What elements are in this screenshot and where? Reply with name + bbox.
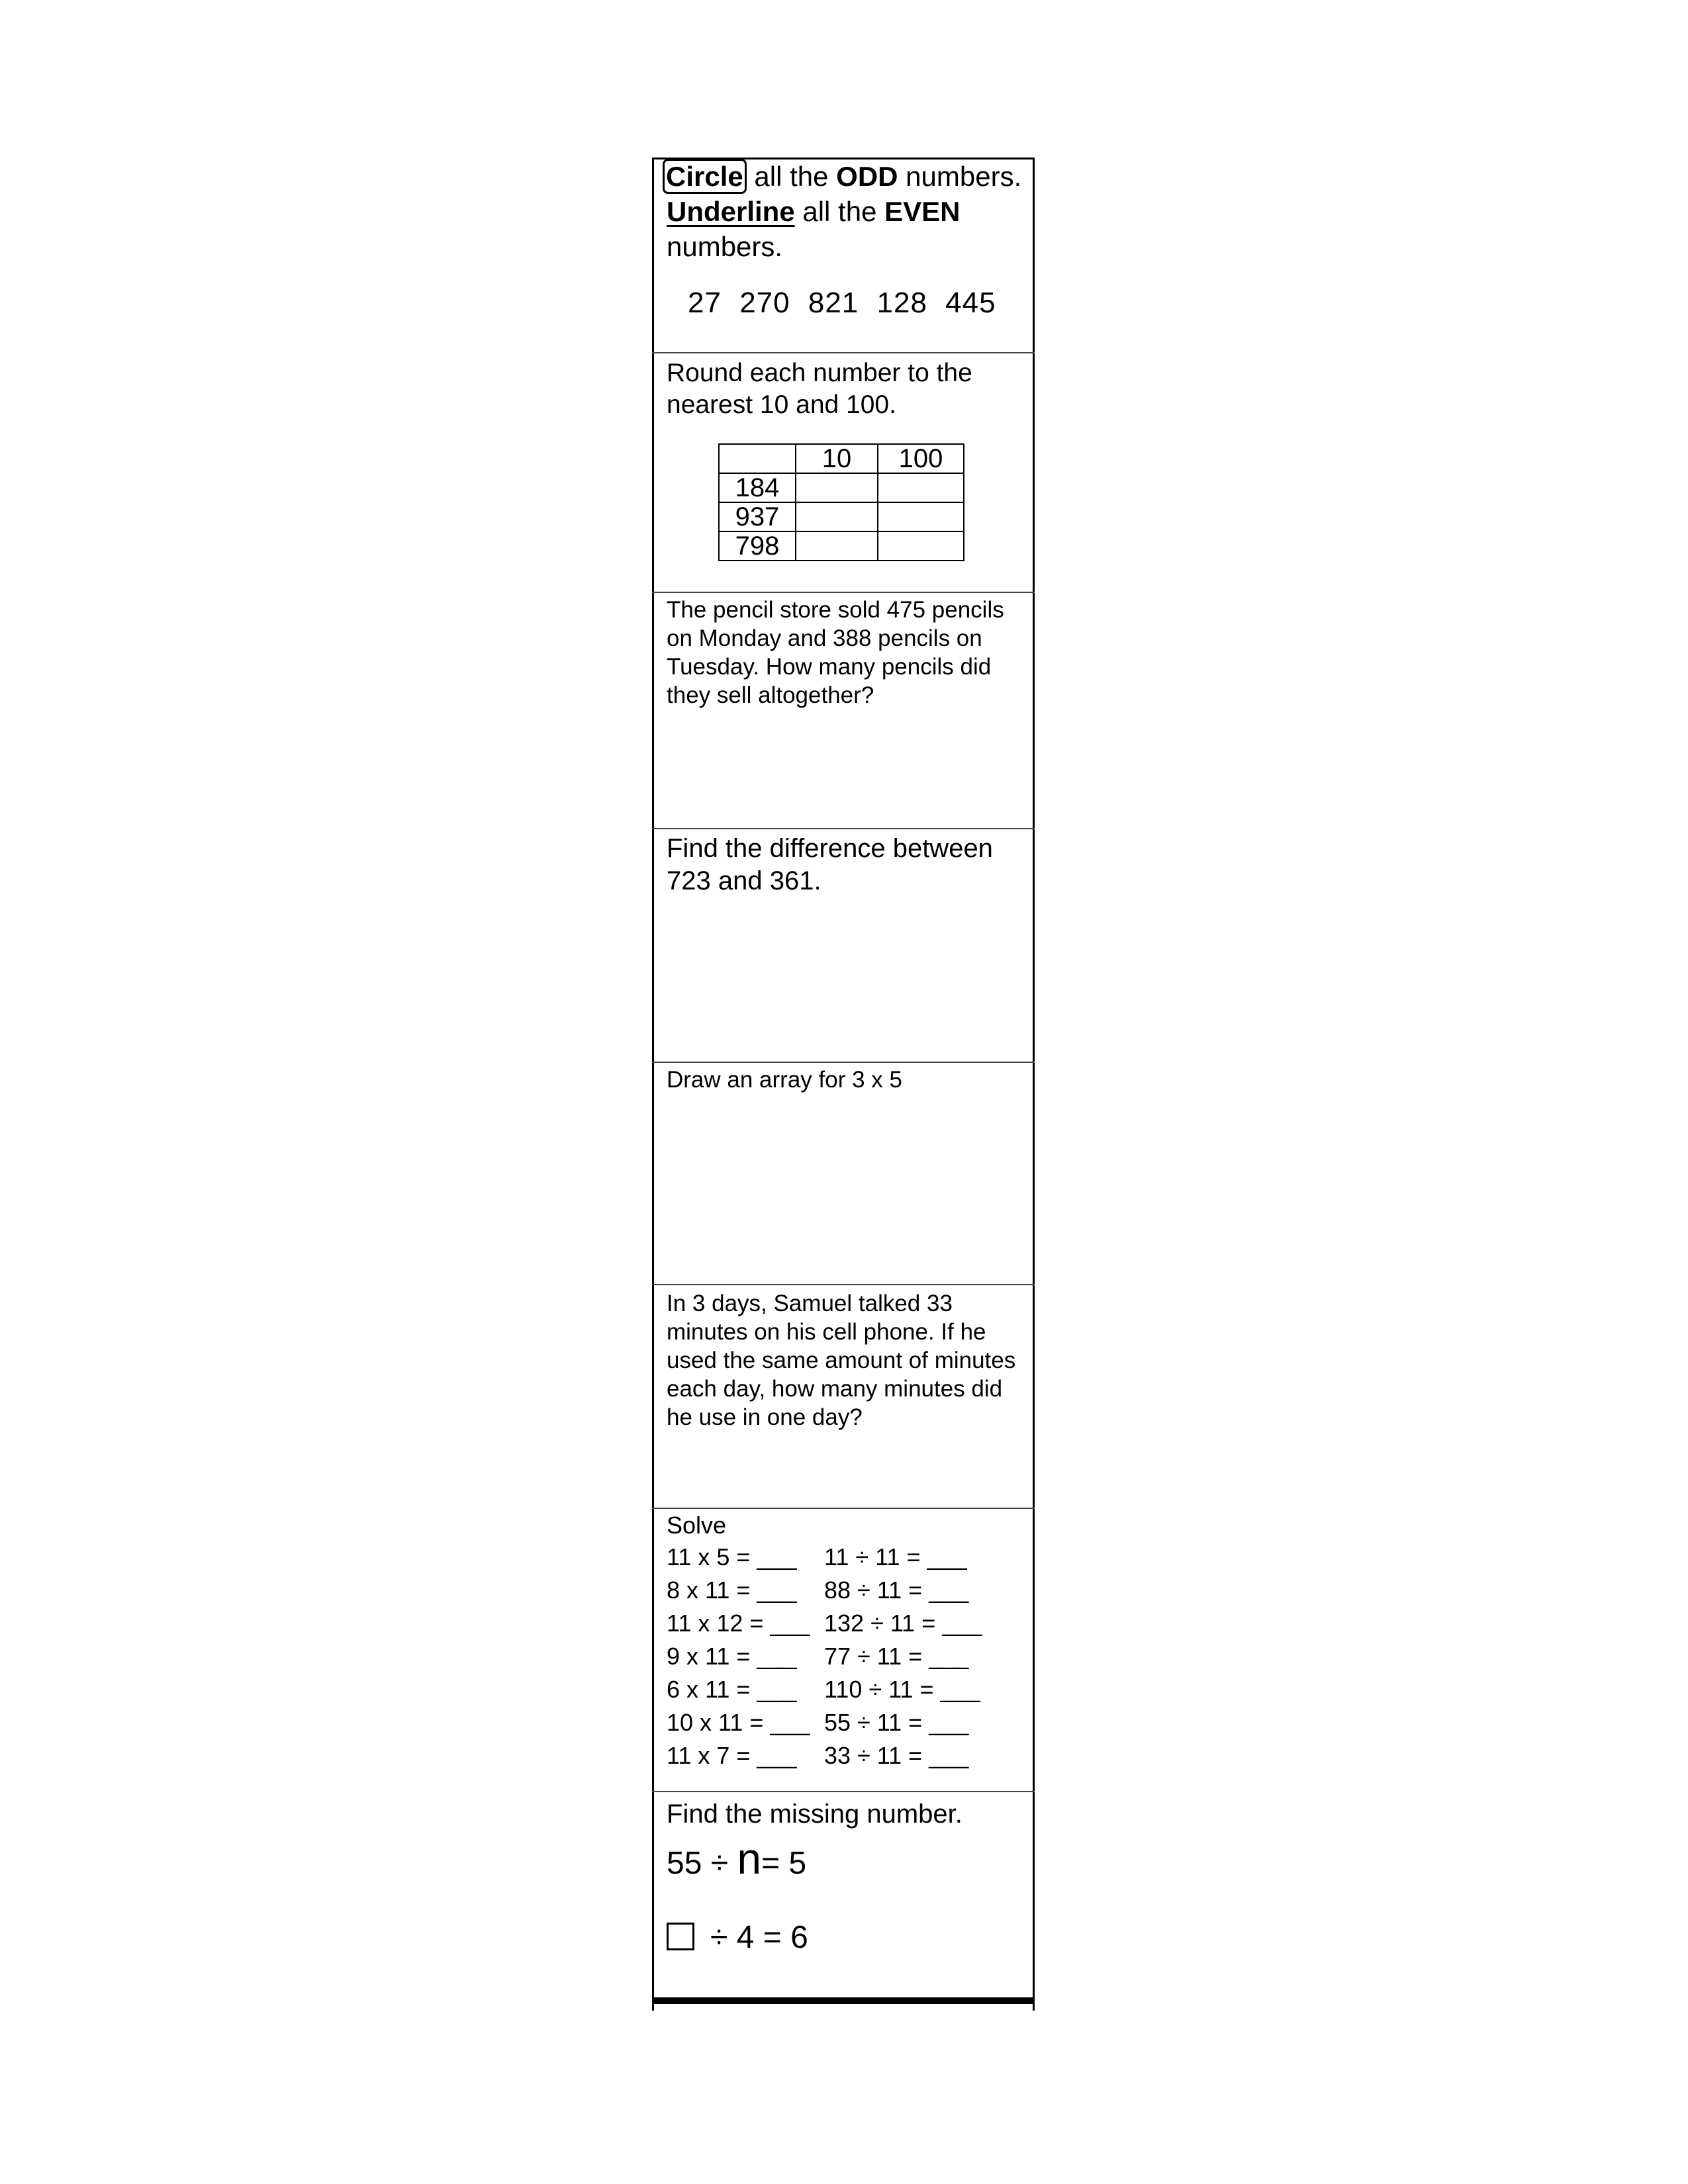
equation: 11 x 7 = ___ bbox=[667, 1742, 797, 1769]
equation-part: = 5 bbox=[761, 1846, 807, 1881]
solve-title: Solve bbox=[667, 1512, 727, 1539]
divider bbox=[652, 352, 1035, 353]
equation: 9 x 11 = ___ bbox=[667, 1643, 797, 1670]
divider bbox=[652, 1062, 1035, 1063]
divider bbox=[652, 828, 1035, 829]
equation: 6 x 11 = ___ bbox=[667, 1676, 797, 1703]
question-text: numbers. bbox=[898, 161, 1022, 192]
table-header: 10 bbox=[796, 444, 878, 473]
question-text: numbers. bbox=[667, 231, 783, 262]
answer-cell[interactable] bbox=[796, 502, 878, 531]
table-row bbox=[719, 531, 964, 561]
equation-row bbox=[667, 1739, 1024, 1772]
divider bbox=[652, 592, 1035, 593]
question-text: all the bbox=[746, 161, 837, 192]
equation-row bbox=[667, 1673, 1024, 1706]
answer-cell[interactable] bbox=[796, 531, 878, 561]
divider bbox=[652, 1791, 1035, 1792]
answer-cell[interactable] bbox=[878, 473, 964, 502]
equation: 10 x 11 = ___ bbox=[667, 1709, 810, 1736]
equation: 11 x 12 = ___ bbox=[667, 1610, 810, 1637]
number-item: 445 bbox=[945, 287, 996, 319]
question-text: all the bbox=[794, 196, 885, 227]
number-item: 128 bbox=[876, 287, 927, 319]
equation-row bbox=[667, 1541, 1024, 1574]
table-header-row bbox=[719, 444, 964, 473]
array-question: Draw an array for 3 x 5 bbox=[667, 1067, 902, 1093]
right-border bbox=[1033, 158, 1035, 2011]
underline-word: Underline bbox=[667, 196, 795, 227]
equation: 55 ÷ 11 = ___ bbox=[824, 1709, 969, 1736]
rounding-prompt: Round each number to the nearest 10 and 100. bbox=[667, 359, 972, 419]
equation-part: ÷ 4 = 6 bbox=[710, 1920, 808, 1955]
equation-2 bbox=[667, 1918, 1024, 1958]
table-cell: 937 bbox=[719, 502, 796, 531]
divider bbox=[652, 1508, 1035, 1509]
phone-word-problem: In 3 days, Samuel talked 33 minutes on his cell phone. If he used the same amount of minutes each day, how many minutes did he use in one day? bbox=[667, 1291, 1016, 1430]
equation: 110 ÷ 11 = ___ bbox=[824, 1676, 980, 1703]
table-row bbox=[719, 473, 964, 502]
answer-cell[interactable] bbox=[878, 531, 964, 561]
bottom-border bbox=[652, 1997, 1035, 2004]
equation-part: 55 ÷ bbox=[667, 1846, 737, 1881]
empty-box-icon bbox=[667, 1923, 694, 1950]
missing-number-prompt: Find the missing number. bbox=[667, 1799, 962, 1829]
even-word: EVEN bbox=[884, 196, 961, 227]
number-item: 270 bbox=[739, 287, 790, 319]
equation-row bbox=[667, 1607, 1024, 1640]
number-item: 27 bbox=[688, 287, 722, 319]
equation: 77 ÷ 11 = ___ bbox=[824, 1643, 969, 1670]
odd-word: ODD bbox=[836, 161, 898, 192]
table-header: 100 bbox=[878, 444, 964, 473]
equation-1 bbox=[667, 1834, 1024, 1884]
table-cell: 798 bbox=[719, 531, 796, 561]
equation-row bbox=[667, 1706, 1024, 1739]
equation: 11 ÷ 11 = ___ bbox=[824, 1543, 967, 1570]
rounding-table bbox=[718, 443, 964, 561]
table-cell: 184 bbox=[719, 473, 796, 502]
variable-n: n bbox=[737, 1834, 762, 1883]
pencil-word-problem: The pencil store sold 475 pencils on Monday and 388 pencils on Tuesday. How many pencils did they sell altogether? bbox=[667, 597, 1004, 708]
worksheet-column bbox=[652, 158, 1035, 2017]
solve-section bbox=[667, 1510, 1024, 1772]
answer-cell[interactable] bbox=[878, 502, 964, 531]
equation: 88 ÷ 11 = ___ bbox=[824, 1576, 969, 1604]
number-item: 821 bbox=[808, 287, 859, 319]
divider bbox=[652, 1284, 1035, 1285]
equation: 132 ÷ 11 = ___ bbox=[824, 1610, 982, 1637]
equation: 8 x 11 = ___ bbox=[667, 1576, 797, 1604]
equation-row bbox=[667, 1640, 1024, 1673]
difference-question: Find the difference between 723 and 361. bbox=[667, 834, 993, 895]
answer-cell[interactable] bbox=[796, 473, 878, 502]
left-border bbox=[652, 158, 654, 2011]
odd-even-question bbox=[667, 159, 1024, 264]
table-row bbox=[719, 502, 964, 531]
circle-word: Circle bbox=[663, 159, 747, 194]
equation-row bbox=[667, 1574, 1024, 1607]
equation: 33 ÷ 11 = ___ bbox=[824, 1742, 969, 1769]
table-header bbox=[719, 444, 796, 473]
number-list bbox=[688, 287, 1045, 320]
equation: 11 x 5 = ___ bbox=[667, 1543, 797, 1570]
